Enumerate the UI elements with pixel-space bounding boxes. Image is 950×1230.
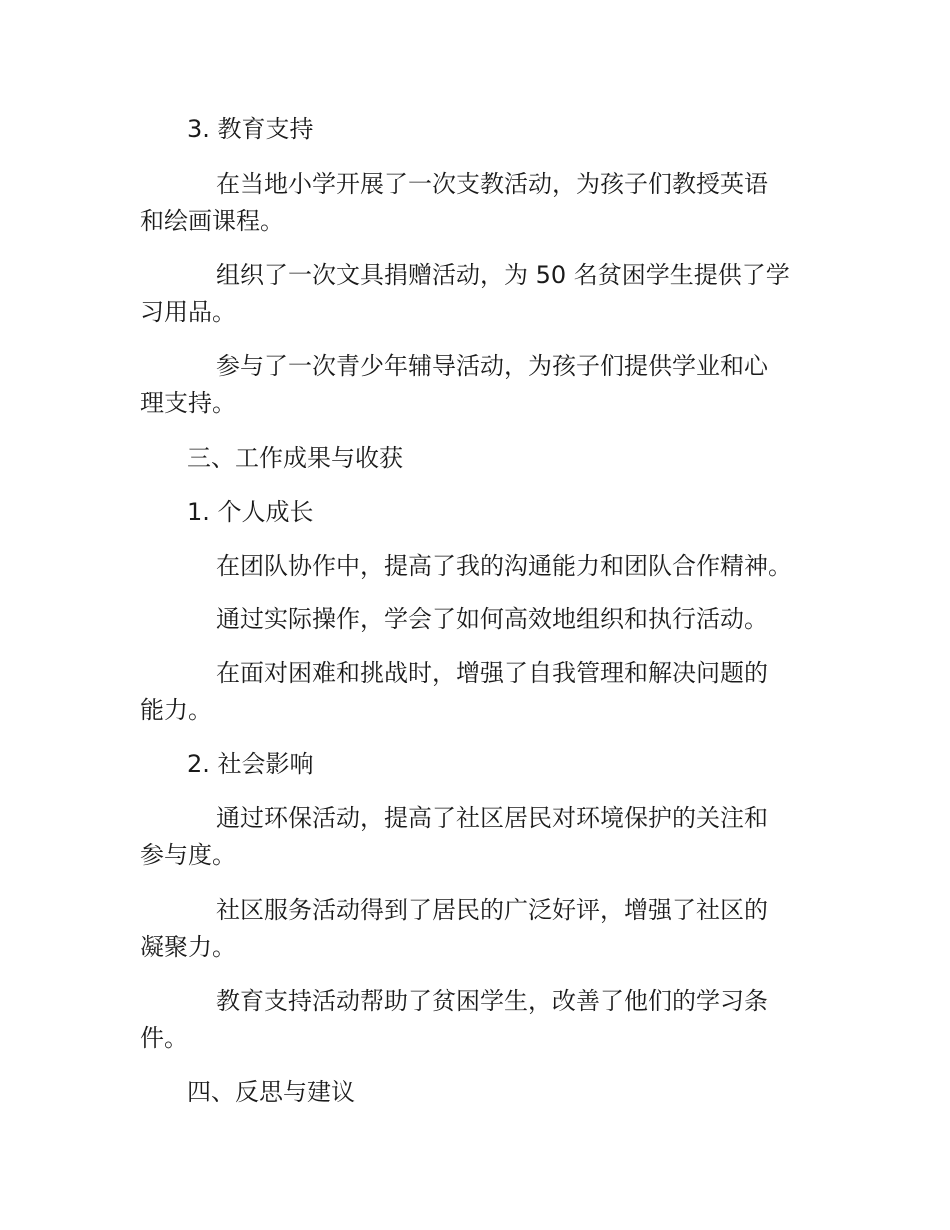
paragraph-tutoring-line2: 理支持。 bbox=[140, 389, 236, 417]
heading-results: 三、工作成果与收获 bbox=[187, 444, 403, 472]
paragraph-tutoring-line1: 参与了一次青少年辅导活动，为孩子们提供学业和心 bbox=[216, 352, 768, 380]
heading-social-impact: 2. 社会影响 bbox=[187, 750, 314, 778]
paragraph-teaching-line2: 和绘画课程。 bbox=[140, 207, 284, 235]
paragraph-teamwork: 在团队协作中，提高了我的沟通能力和团队合作精神。 bbox=[216, 552, 792, 580]
paragraph-community-line2: 凝聚力。 bbox=[140, 933, 236, 961]
paragraph-challenges-line2: 能力。 bbox=[140, 696, 212, 724]
paragraph-challenges-line1: 在面对困难和挑战时，增强了自我管理和解决问题的 bbox=[216, 659, 768, 687]
paragraph-education-help-line2: 件。 bbox=[140, 1024, 188, 1052]
heading-reflection: 四、反思与建议 bbox=[187, 1078, 355, 1106]
paragraph-donation-line2: 习用品。 bbox=[140, 298, 236, 326]
heading-education-support: 3. 教育支持 bbox=[187, 115, 314, 143]
paragraph-environment-line2: 参与度。 bbox=[140, 841, 236, 869]
paragraph-teaching-line1: 在当地小学开展了一次支教活动，为孩子们教授英语 bbox=[216, 170, 768, 198]
paragraph-donation-line1: 组织了一次文具捐赠活动，为 50 名贫困学生提供了学 bbox=[216, 261, 790, 289]
paragraph-operations: 通过实际操作，学会了如何高效地组织和执行活动。 bbox=[216, 605, 768, 633]
paragraph-environment-line1: 通过环保活动，提高了社区居民对环境保护的关注和 bbox=[216, 804, 768, 832]
paragraph-community-line1: 社区服务活动得到了居民的广泛好评，增强了社区的 bbox=[216, 896, 768, 924]
paragraph-education-help-line1: 教育支持活动帮助了贫困学生，改善了他们的学习条 bbox=[216, 987, 768, 1015]
heading-personal-growth: 1. 个人成长 bbox=[187, 498, 314, 526]
